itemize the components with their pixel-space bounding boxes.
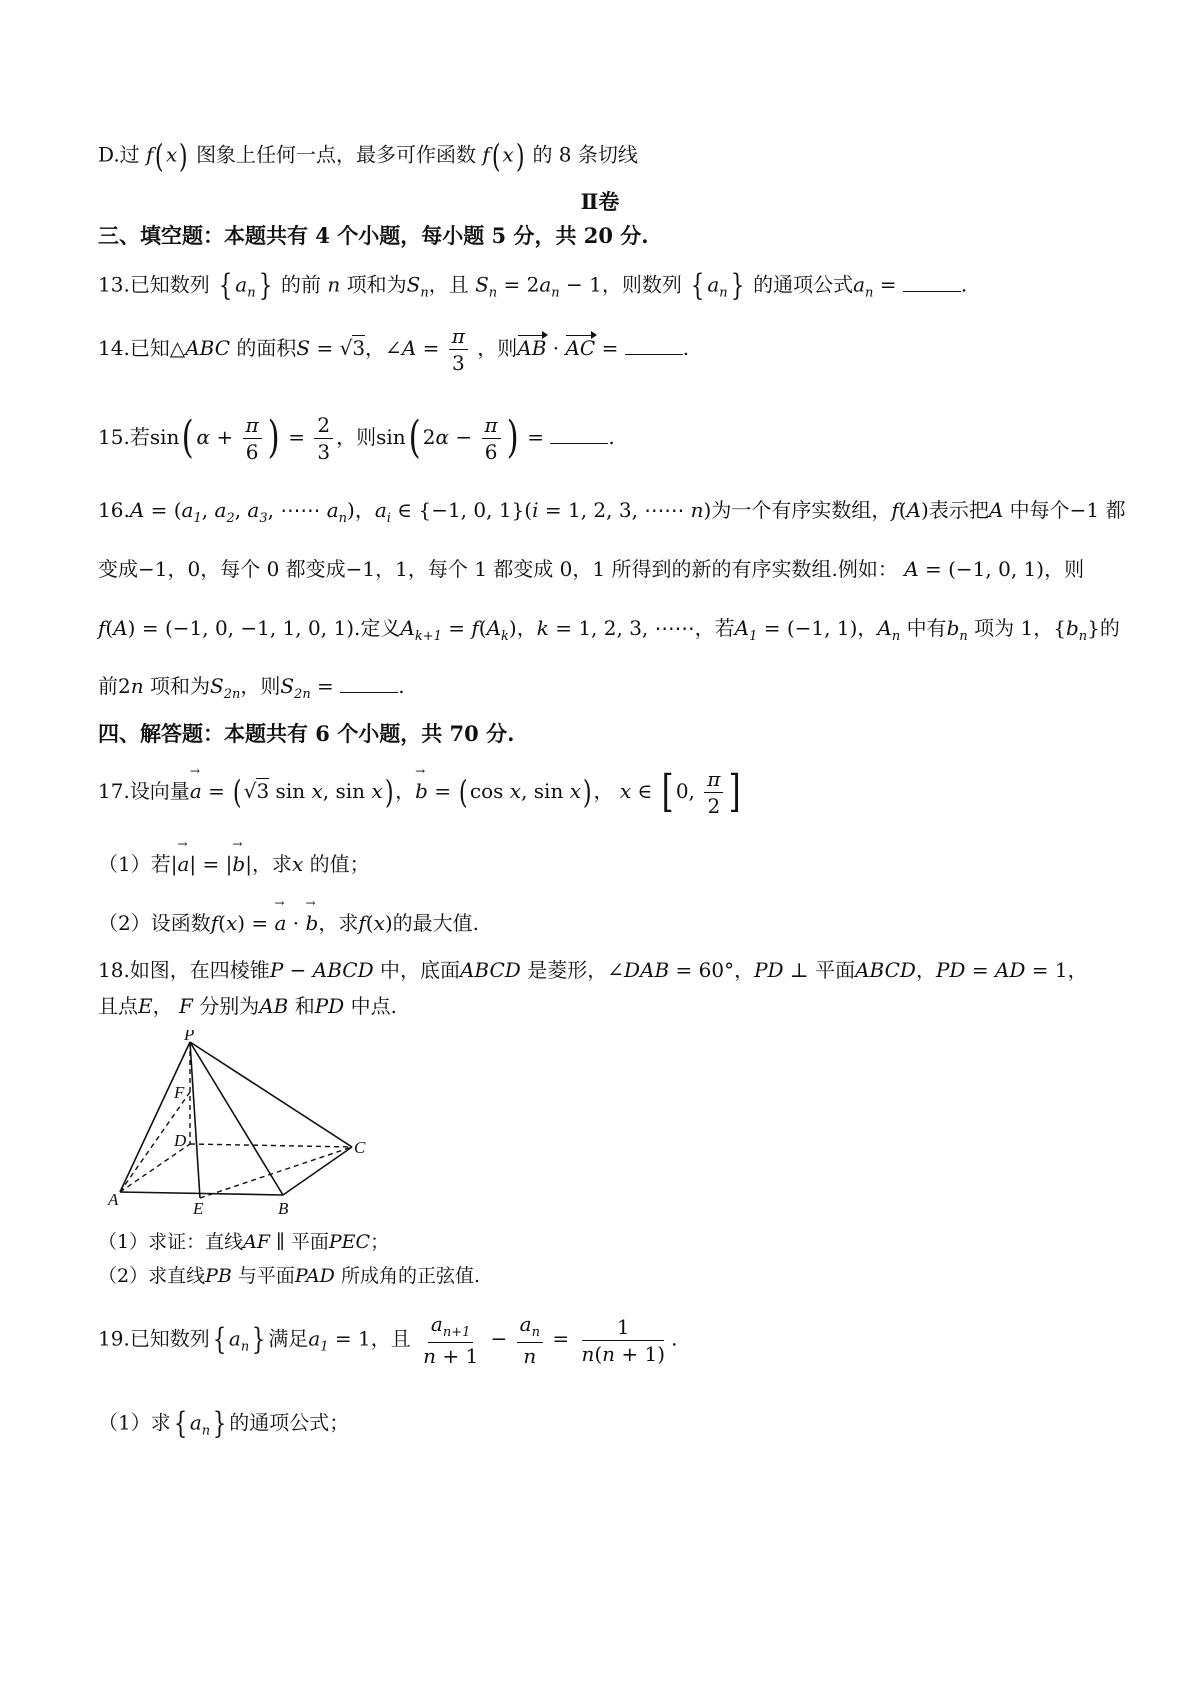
label-p: P	[184, 1030, 195, 1044]
q13-number: 13.	[98, 272, 130, 297]
label-d: D	[174, 1131, 187, 1150]
question-15: 15.若sin( α + $\frac{\pi}{6}$ ) = $\frac{2}{3}$ ，则sin( 2α − $\frac{\pi}{6}$ ) = .	[98, 412, 615, 464]
q19-part1-b: 的通项公式；	[229, 1410, 350, 1435]
q13-text-6: 的通项公式	[753, 272, 854, 297]
option-d: D.过 f(x) 图象上任何一点，最多可作函数 f(x) 的 8 条切线	[98, 137, 638, 175]
q17-part2-c: 的最大值.	[392, 911, 480, 935]
question-18-part-2: （2）求直线PB 与平面PAD 所成角的正弦值.	[98, 1265, 480, 1287]
pyramid-figure	[100, 1030, 400, 1230]
fraction-pi-2: $\frac{\pi}{2}$	[704, 768, 723, 817]
q17-number: 17.	[98, 778, 130, 803]
edge-pb	[190, 1042, 283, 1195]
label-c: C	[354, 1138, 366, 1157]
answer-blank[interactable]	[550, 429, 608, 444]
fraction-a-n1: $\frac{a_{n+1}}{n + 1}$	[423, 1312, 479, 1369]
q19-text-2: 满足	[268, 1326, 309, 1351]
section4-title: 四、解答题：本题共有 6 个小题，共 70 分.	[98, 721, 515, 746]
q16-text-2b: ，则	[1044, 557, 1085, 581]
q18-part1-a: （1）求证：直线	[98, 1231, 244, 1253]
question-17-part-2: （2）设函数f(x) = → a · → b，求f(x)的最大值.	[98, 911, 479, 935]
question-19-part-1: （1）求{ $a_n$} 的通项公式；	[98, 1406, 350, 1441]
q15-text-1: 若	[129, 424, 150, 449]
q17-part1-b: ，求	[251, 852, 292, 876]
q14-number: 14.	[98, 336, 130, 360]
edge-pe	[190, 1042, 200, 1198]
q18-part2-a: （2）求直线	[98, 1265, 206, 1287]
q17-part1-c: 的值；	[309, 852, 370, 876]
question-16-line-2: 变成−1，0，每个 0 都变成−1，1，每个 1 都变成 0，1 所得到的新的有序实数组.例如： A = (−1, 0, 1)，则	[98, 557, 1085, 581]
q18-part2-b: 与平面	[237, 1265, 295, 1287]
q13-text-5: ，则数列	[601, 272, 682, 297]
q17-part1-a: （1）若	[98, 852, 171, 876]
question-17-part-1: （1）若|→ a| = |→ b|，求x 的值；	[98, 852, 370, 876]
q16-text-3e: 的	[1099, 616, 1120, 640]
q18-text-1a: 如图，在四棱锥	[129, 958, 270, 982]
fraction-pi-6: $\frac{\pi}{6}$	[482, 414, 501, 463]
edge-pa	[120, 1042, 190, 1192]
segment-ec	[200, 1147, 352, 1198]
question-18-line-1: 18.如图，在四棱锥P − ABCD 中，底面ABCD 是菱形，∠DAB = 60°，PD ⊥ 平面ABCD，PD = AD = 1，	[98, 958, 1088, 982]
q16-text-1a: 为一个有序实数组，	[711, 498, 892, 522]
q19-number: 19.	[98, 1326, 130, 1351]
label-e: E	[193, 1199, 204, 1218]
q18-text-1c: 是菱形，	[527, 958, 608, 982]
option-d-suffix: 的 8 条切线	[532, 142, 638, 167]
fraction-2-3: $\frac{2}{3}$	[314, 414, 333, 463]
fraction-pi-3: $\frac{\pi}{3}$	[449, 325, 468, 374]
question-14: 14.已知△ABC 的面积S = √3，∠A = $\frac{\pi}{3}$ ，则AB · AC = .	[98, 324, 690, 375]
q19-part1-a: （1）求	[98, 1410, 171, 1435]
q13-text-4: ，且	[428, 272, 469, 297]
fraction-a-n: $\frac{a_n}{n}$	[517, 1313, 543, 1367]
q15-number: 15.	[98, 424, 130, 449]
q14-text-3: ，∠	[365, 336, 402, 360]
q18-part2-c: 所成角的正弦值.	[340, 1265, 480, 1287]
edge-pc	[190, 1042, 352, 1147]
answer-blank[interactable]	[625, 340, 683, 355]
part2-title: Ⅱ卷	[580, 189, 620, 214]
fraction-rhs: $\frac{1}{n(n + 1)}$	[581, 1314, 666, 1366]
q18-text-2b: 分别为	[199, 994, 260, 1018]
option-d-mid: 图象上任何一点，最多可作函数	[196, 142, 477, 167]
q19-text-3: ，且	[370, 1326, 411, 1351]
vector-ab: AB	[517, 336, 547, 360]
q16-text-3a: .定义	[354, 616, 401, 640]
question-16-line-3: f(A) = (−1, 0, −1, 1, 0, 1).定义$A_{k+1} = f(A_k)$，k = 1, 2, 3, ⋯⋯，若$A_1 = (-1$, 1)，$A_n$ 中有$b_n$ 项为 1，$\{b_n\}$的	[98, 616, 1120, 644]
q18-text-1b: 中，底面	[379, 958, 460, 982]
answer-blank[interactable]	[903, 277, 961, 292]
q17-part2-a: （2）设函数	[98, 911, 211, 935]
option-d-prefix: D.过	[98, 142, 140, 167]
section3-title: 三、填空题：本题共有 4 个小题，每小题 5 分，共 20 分.	[98, 223, 649, 248]
q13-text-3: 项和为	[346, 272, 407, 297]
q13-text-1: 已知数列	[129, 272, 210, 297]
fraction-pi-6: $\frac{\pi}{6}$	[243, 414, 262, 463]
question-16-line-4: 前2n 项和为$S_{2n}$，则$S_{2n}$ = .	[98, 674, 405, 702]
question-16-line-1: $16.A = (a_1$, $a_2$, $a_3$, ⋯⋯ $a_n$)，$a_i$ ∈ {−1, 0, 1}(i = 1, 2, 3, ⋯⋯ n)为一个有序实数组，f(A)表示把A 中每个−1 都	[98, 498, 1126, 526]
q16-text-3d: 项为 1，	[974, 616, 1054, 640]
edge-dc	[190, 1144, 352, 1147]
answer-blank[interactable]	[340, 678, 398, 693]
q16-number: 16.	[98, 498, 130, 522]
q16-text-4a: 前	[98, 674, 118, 698]
q16-text-4b: 项和为	[149, 674, 210, 698]
vector-ac: AC	[565, 336, 596, 360]
q15-text-2: ，则	[336, 424, 377, 449]
question-13: 13.已知数列 { $a_n$} 的前 n 项和为$S_n$，且 $S_n = 2a_n - 1$，则数列 { $a_n$} 的通项公式$a_n$ = .	[98, 268, 968, 303]
question-18-line-2: 且点E， F 分别为AB 和PD 中点.	[98, 994, 397, 1018]
q16-text-2a: 变成−1，0，每个 0 都变成−1，1，每个 1 都变成 0，1 所得到的新的有序实数组.例如：	[98, 557, 898, 581]
q19-text-1: 已知数列	[129, 1326, 210, 1351]
q14-text-4: ，则	[477, 336, 518, 360]
q16-text-3b: ，若	[694, 616, 735, 640]
q14-text-1: 已知△	[129, 336, 186, 360]
q18-text-1d: 平面	[815, 958, 856, 982]
question-19: 19.已知数列{ $a_n$} 满足$a_1 = 1$，且 $\frac{a_{n+1}}{n + 1}$ − $\frac{a_n}{n}$ = $\frac{1}{n(n + 1)}$ .	[98, 1312, 678, 1369]
q18-number: 18.	[98, 958, 130, 982]
q16-text-3c: 中有	[906, 616, 947, 640]
question-18-part-1: （1）求证：直线AF ∥ 平面PEC；	[98, 1231, 390, 1253]
q17-text-1: 设向量	[129, 778, 190, 803]
question-17: 17.设向量→ a = (√3 sin x, sin x)，→ b = (cos x, sin x)， x ∈ [ 0, $\frac{\pi}{2}$ ]	[98, 766, 744, 819]
q14-text-2: 的面积	[236, 336, 297, 360]
edge-bc	[283, 1147, 352, 1195]
q18-text-2d: 中点.	[350, 994, 397, 1018]
label-b: B	[278, 1199, 289, 1218]
label-f: F	[174, 1083, 185, 1102]
q17-part2-b: ，求	[318, 911, 359, 935]
label-a: A	[108, 1190, 119, 1209]
edge-ab	[120, 1192, 283, 1195]
q16-text-1c: 中每个−1 都	[1009, 498, 1126, 522]
q18-text-2a: 且点	[98, 994, 138, 1018]
q13-text-2: 的前	[281, 272, 322, 297]
q16-text-4c: ，则	[240, 674, 281, 698]
q18-part1-b: ∥ 平面	[276, 1231, 329, 1253]
q18-text-2c: 和	[294, 994, 315, 1018]
q16-text-1b: 表示把	[928, 498, 989, 522]
